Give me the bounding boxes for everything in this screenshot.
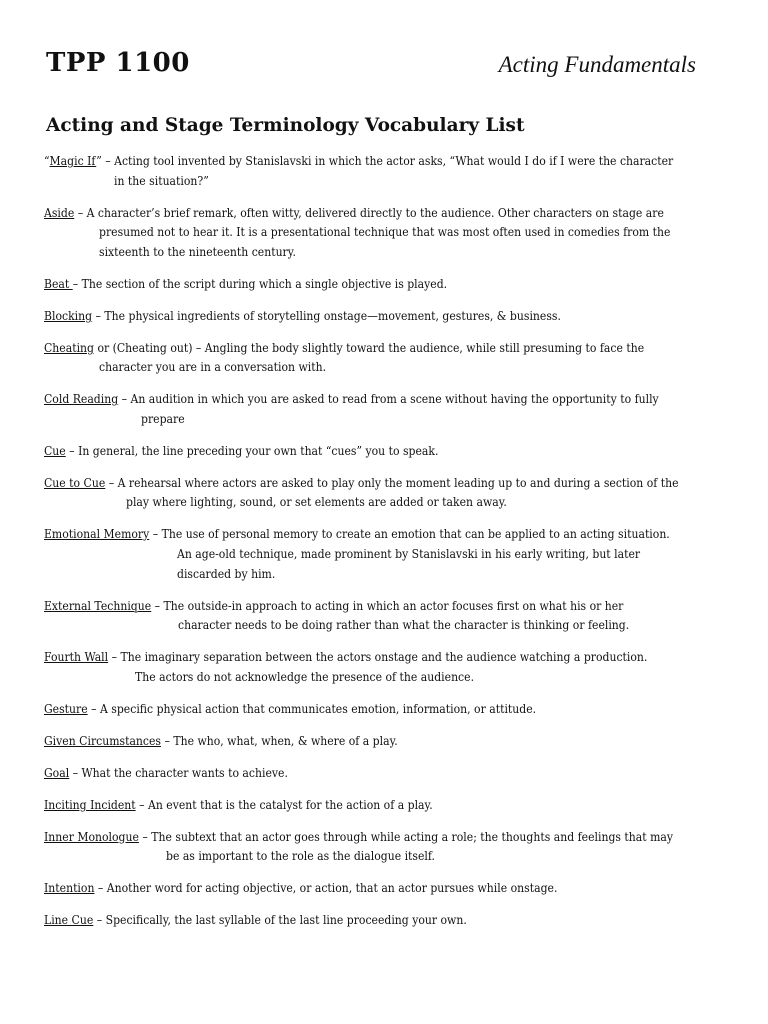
entry-first-line — [44, 796, 728, 816]
vocab-term: External Technique — [44, 598, 152, 613]
vocab-entry — [44, 732, 728, 752]
entry-spacer — [44, 783, 728, 795]
course-code: TPP 1100 — [46, 48, 190, 78]
vocab-term: Intention — [44, 881, 95, 896]
definition-continuation-line: character needs to be doing rather than what the character is thinking or feeling. — [178, 618, 630, 633]
course-name: Acting Fundamentals — [498, 52, 696, 77]
entry-first-line — [44, 275, 728, 295]
term-definition: – A character’s brief remark, often witty, delivered directly to the audience. Other characters on stage are — [74, 205, 664, 220]
term-open-quote: “ — [44, 154, 50, 168]
entry-spacer — [44, 378, 728, 390]
vocab-entry — [44, 525, 728, 584]
entry-first-line — [44, 911, 728, 931]
term-definition: – An audition in which you are asked to read from a scene without having the opportunity to fully — [118, 392, 659, 407]
vocab-term: Blocking — [44, 308, 93, 323]
vocab-term: Cheating — [44, 340, 95, 355]
definition-continuation-line: discarded by him. — [177, 566, 276, 581]
definition-continuation-line: character you are in a conversation with. — [99, 360, 327, 375]
vocab-term: Cold Reading — [44, 392, 119, 407]
vocab-term: Cue to Cue — [44, 475, 106, 490]
entry-spacer — [44, 262, 728, 274]
vocab-entry — [44, 442, 728, 462]
entry-first-line — [44, 764, 728, 784]
term-definition: or (Cheating out) – Angling the body slightly toward the audience, while still presuming to face the — [94, 340, 645, 355]
vocab-entry — [44, 764, 728, 784]
vocab-term: Fourth Wall — [44, 650, 109, 665]
vocab-entry — [44, 390, 728, 429]
term-definition: – The imaginary separation between the actors onstage and the audience watching a production. — [108, 650, 648, 665]
term-definition: – The physical ingredients of storytelling onstage—movement, gestures, & business. — [92, 308, 561, 323]
definition-continuation-line: play where lighting, sound, or set elements are added or taken away. — [126, 495, 507, 510]
list-title: Acting and Stage Terminology Vocabulary List — [46, 115, 525, 136]
entry-first-line — [44, 879, 728, 899]
entry-first-line — [44, 597, 728, 617]
term-definition: ” – Acting tool invented by Stanislavski in which the actor asks, “What would I do if I were the character — [96, 154, 674, 168]
entry-spacer — [44, 584, 728, 596]
entry-first-line — [44, 152, 728, 172]
vocab-entry — [44, 828, 728, 867]
entry-spacer — [44, 719, 728, 731]
vocab-entry — [44, 700, 728, 720]
vocab-entry — [44, 796, 728, 816]
definition-continuation-line: An age-old technique, made prominent by Stanislavski in his early writing, but later — [177, 547, 641, 562]
entry-first-line — [44, 390, 728, 410]
vocab-term: Magic If — [49, 154, 97, 168]
entry-first-line — [44, 648, 728, 668]
term-definition: – A rehearsal where actors are asked to play only the moment leading up to and during a section of the — [105, 475, 679, 490]
term-definition: – What the character wants to achieve. — [69, 765, 288, 780]
term-definition: – The use of personal memory to create an emotion that can be applied to an acting situation. — [149, 527, 670, 542]
vocab-term: Inner Monologue — [44, 829, 139, 844]
entry-first-line — [44, 339, 728, 359]
entry-spacer — [44, 513, 728, 525]
term-definition: – Another word for acting objective, or action, that an actor pursues while onstage. — [94, 881, 558, 896]
term-definition: – The who, what, when, & where of a play. — [160, 733, 398, 748]
entry-spacer — [44, 687, 728, 699]
vocab-entry — [44, 152, 728, 191]
entry-first-line — [44, 307, 728, 327]
definition-continuation-line: sixteenth to the nineteenth century. — [99, 244, 296, 259]
vocab-term: Line Cue — [44, 913, 94, 928]
vocab-term: Cue — [44, 443, 66, 458]
vocab-term: Inciting Incident — [44, 797, 136, 812]
vocab-term: Aside — [44, 205, 75, 220]
entry-spacer — [44, 429, 728, 441]
entry-spacer — [44, 461, 728, 473]
term-definition: – The outside-in approach to acting in which an actor focuses first on what his or her — [151, 598, 624, 613]
entry-spacer — [44, 899, 728, 911]
vocab-entry — [44, 879, 728, 899]
vocabulary-list — [44, 152, 728, 931]
vocab-entry — [44, 204, 728, 263]
vocab-term: Given Circumstances — [44, 733, 161, 748]
vocab-entry — [44, 474, 728, 513]
entry-first-line — [44, 474, 728, 494]
term-definition: – An event that is the catalyst for the action of a play. — [135, 797, 433, 812]
term-definition: – A specific physical action that communicates emotion, information, or attitude. — [87, 701, 537, 716]
term-definition: – The section of the script during which a single objective is played. — [72, 276, 448, 291]
entry-spacer — [44, 751, 728, 763]
definition-continuation-line: presumed not to hear it. It is a presentational technique that was most often used in comedies from the — [99, 225, 671, 240]
entry-first-line — [44, 828, 728, 848]
vocab-entry — [44, 911, 728, 931]
entry-spacer — [44, 867, 728, 879]
term-definition: – Specifically, the last syllable of the last line proceeding your own. — [93, 913, 467, 928]
entry-first-line — [44, 442, 728, 462]
vocab-term: Emotional Memory — [44, 527, 150, 542]
vocab-entry — [44, 597, 728, 636]
term-definition: – The subtext that an actor goes through while acting a role; the thoughts and feelings that may — [138, 829, 673, 844]
vocab-entry — [44, 275, 728, 295]
vocab-term: Goal — [44, 765, 70, 780]
vocab-entry — [44, 648, 728, 687]
entry-spacer — [44, 815, 728, 827]
definition-continuation-line: in the situation?” — [114, 173, 209, 188]
vocab-term: Gesture — [44, 701, 88, 716]
entry-spacer — [44, 636, 728, 648]
entry-first-line — [44, 732, 728, 752]
vocab-entry — [44, 307, 728, 327]
definition-continuation-line: The actors do not acknowledge the presence of the audience. — [135, 669, 475, 684]
entry-spacer — [44, 326, 728, 338]
entry-spacer — [44, 294, 728, 306]
definition-continuation-line: be as important to the role as the dialogue itself. — [166, 849, 435, 864]
entry-first-line — [44, 204, 728, 224]
entry-spacer — [44, 191, 728, 203]
definition-continuation-line: prepare — [141, 411, 185, 426]
term-definition: – In general, the line preceding your own that “cues” you to speak. — [65, 443, 439, 458]
vocab-term: Beat — [44, 276, 73, 291]
entry-first-line — [44, 700, 728, 720]
entry-first-line — [44, 525, 728, 545]
vocab-entry — [44, 339, 728, 378]
